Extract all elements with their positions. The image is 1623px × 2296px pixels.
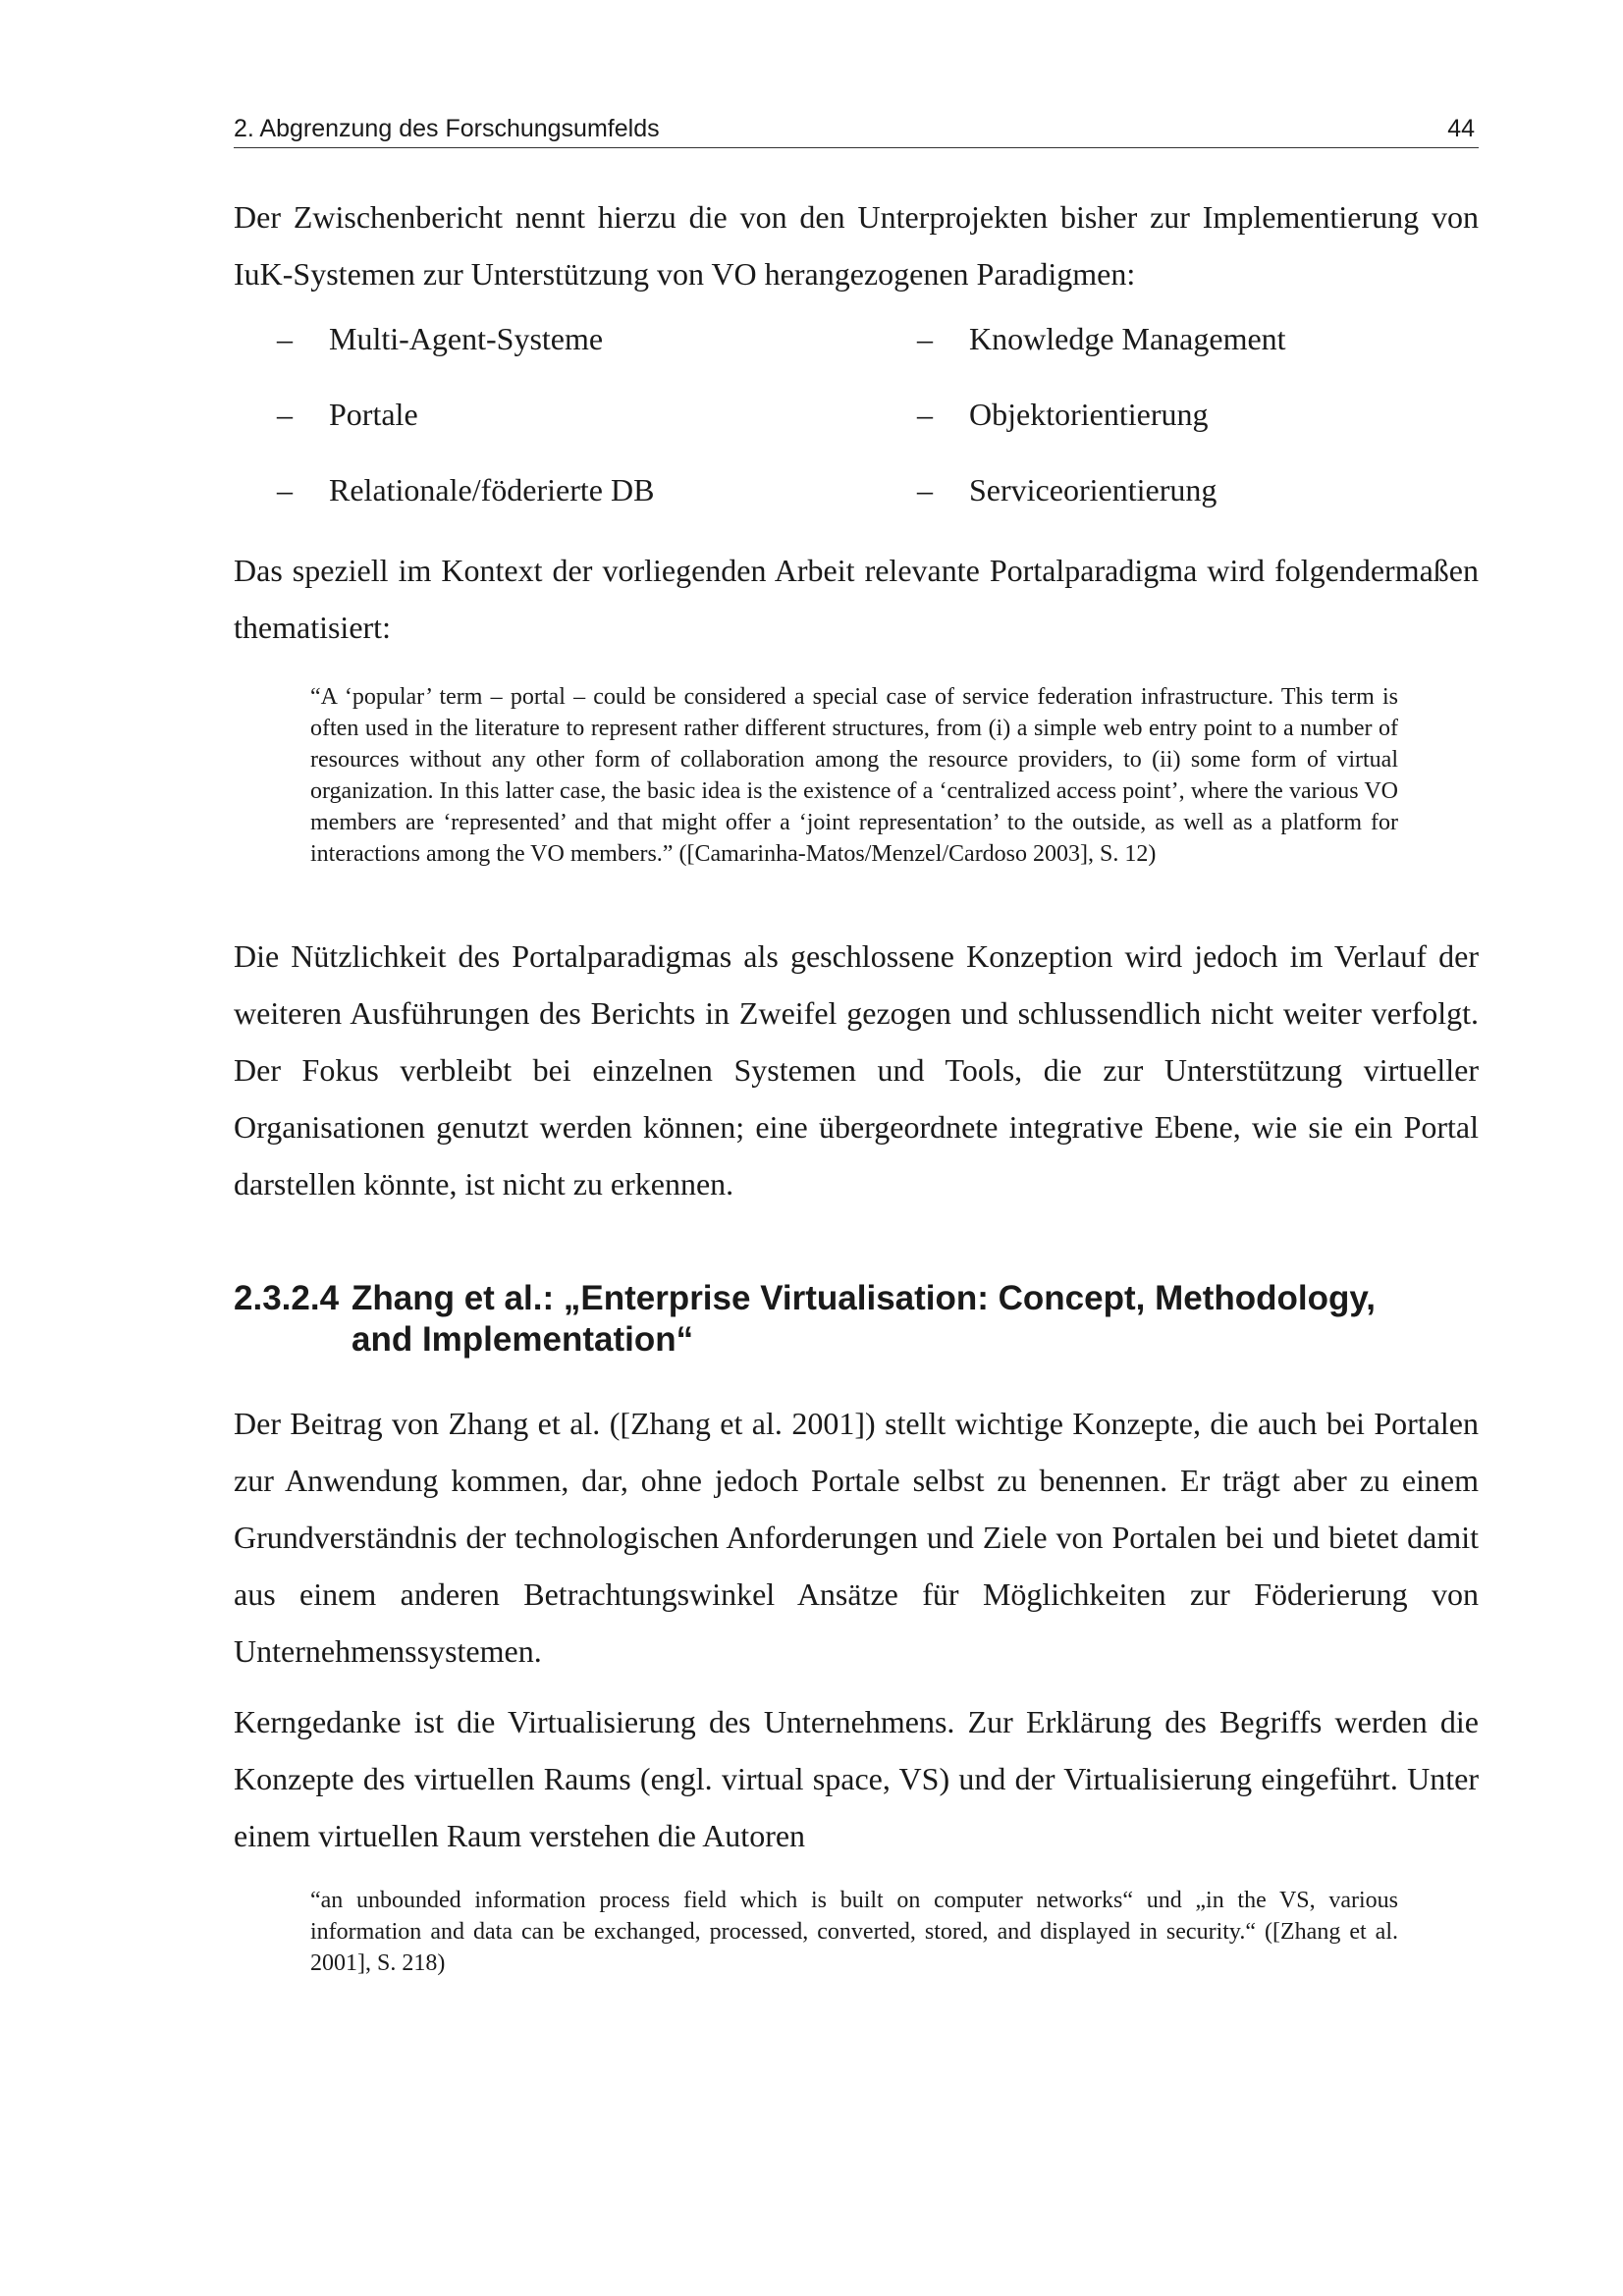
list-item-text: Objektorientierung xyxy=(969,397,1209,432)
document-page xyxy=(234,0,1479,2296)
dash-bullet: – xyxy=(277,321,293,356)
list-item-text: Multi-Agent-Systeme xyxy=(329,321,604,356)
dash-bullet: – xyxy=(917,472,933,507)
dash-bullet: – xyxy=(277,397,293,432)
dash-bullet: – xyxy=(917,397,933,432)
list-item-text: Relationale/föderierte DB xyxy=(329,472,655,507)
paragraph-portal-assessment: Die Nützlichkeit des Portalparadigmas als geschlossene Konzeption wird jedoch im Verlauf der weiteren Ausführungen des Berichts in Zweifel gezogen und schlussendlich nicht weiter verfolgt. Der Fokus verbleibt bei einzelnen Systemen und Tools, die zur Unterstützung virtueller Organisationen genutzt werden können; eine übergeordnete integrative Ebene, wie sie ein Portal darstellen könnte, ist nicht zu erkennen. xyxy=(234,938,1479,1201)
dash-bullet: – xyxy=(277,472,293,507)
header-chapter-title: 2. Abgrenzung des Forschungsumfelds xyxy=(234,115,660,142)
section-title-line1: Zhang et al.: „Enterprise Virtualisation: Concept, Methodology, xyxy=(352,1279,1376,1317)
block-quote-portal: “A ‘popular’ term – portal – could be considered a special case of service federation infrastructure. This term is often used in the literature to represent rather different structures, from (i) a simple web entry point to a number of resources without any other form of collaboration among the resource providers, to (ii) some form of virtual organization. In this latter case, the basic idea is the existence of a ‘centralized access point’, where the various VO members are ‘represented’ and that might offer a ‘joint representation’ to the outside, as well as a platform for interactions among the VO members.” ([Camarinha-Matos/Menzel/Cardoso 2003], S. 12) xyxy=(310,684,1398,867)
paradigm-list xyxy=(234,319,1479,545)
section-number: 2.3.2.4 xyxy=(234,1279,340,1317)
header-page-number: 44 xyxy=(1447,115,1475,142)
paragraph-virtualisation: Kerngedanke ist die Virtualisierung des Unternehmens. Zur Erklärung des Begriffs werden die Konzepte des virtuellen Raums (engl. virtual space, VS) und der Virtualisierung eingeführt. Unter einem virtuellen Raum verstehen die Autoren xyxy=(234,1704,1479,1853)
section-heading xyxy=(234,1278,1479,1361)
paragraph-intro: Der Zwischenbericht nennt hierzu die von den Unterprojekten bisher zur Implementierung von IuK-Systemen zur Unterstützung von VO herangezogenen Paradigmen: xyxy=(234,199,1479,292)
list-item-text: Knowledge Management xyxy=(969,321,1286,356)
dash-bullet: – xyxy=(917,321,933,356)
list-item-text: Serviceorientierung xyxy=(969,472,1217,507)
paragraph-portal-intro: Das speziell im Kontext der vorliegenden Arbeit relevante Portalparadigma wird folgendermaßen thematisiert: xyxy=(234,553,1479,645)
running-header xyxy=(234,112,1479,148)
list-item-text: Portale xyxy=(329,397,418,432)
paragraph-zhang-contribution: Der Beitrag von Zhang et al. ([Zhang et al. 2001]) stellt wichtige Konzepte, die auch bei Portalen zur Anwendung kommen, dar, ohne jedoch Portale selbst zu benennen. Er trägt aber zu einem Grundverständnis der technologischen Anforderungen und Ziele von Portalen bei und bietet damit aus einem anderen Betrachtungswinkel Ansätze für Möglichkeiten zur Föderierung von Unternehmenssystemen. xyxy=(234,1406,1479,1669)
block-quote-virtual-space: “an unbounded information process field which is built on computer networks“ und „in the VS, various information and data can be exchanged, processed, converted, stored, and displayed in security.“ ([Zhang et al. 2001], S. 218) xyxy=(310,1888,1398,1976)
section-title-line2: and Implementation“ xyxy=(352,1320,694,1359)
